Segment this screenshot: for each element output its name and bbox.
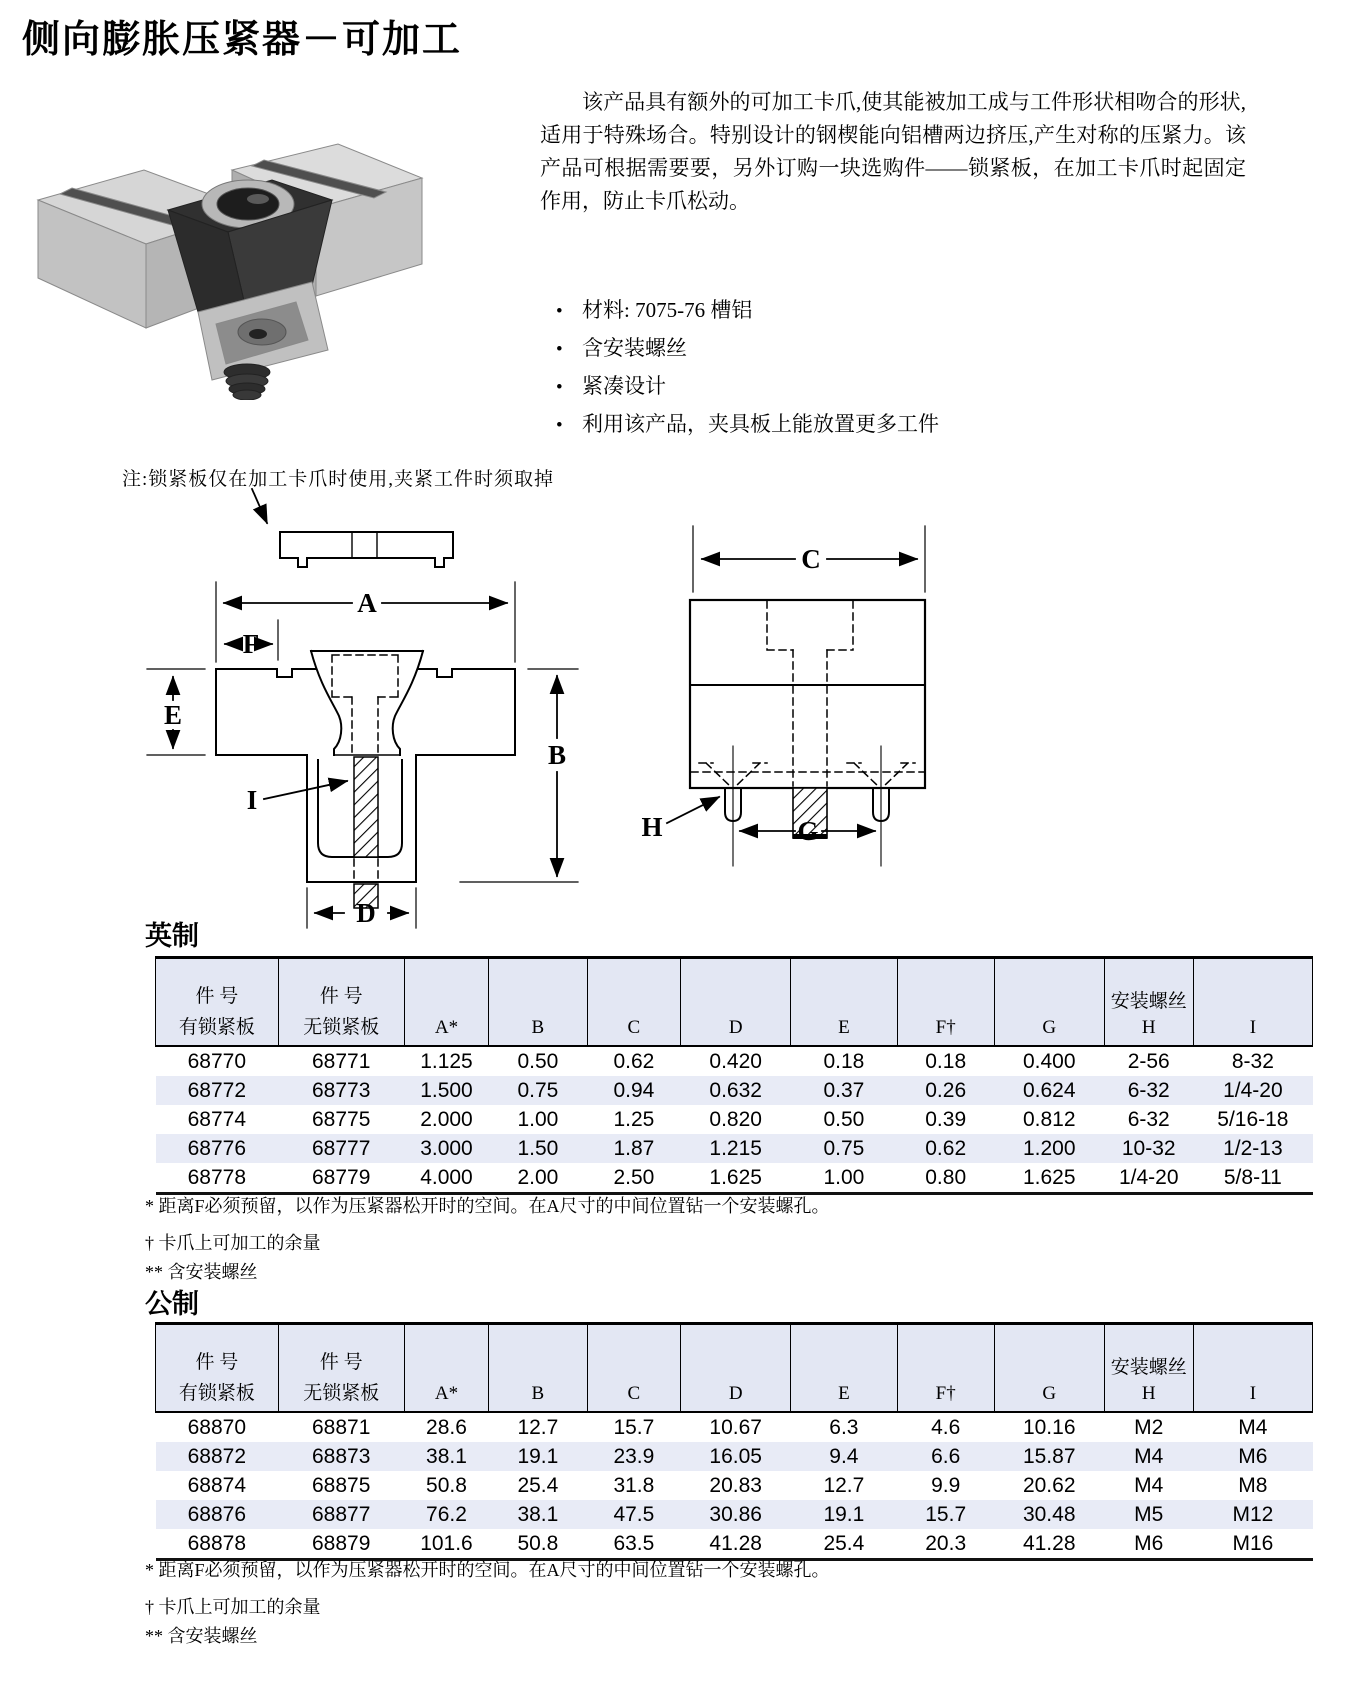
table-cell: 41.28 xyxy=(1022,1531,1076,1555)
feature-item: • 含安装螺丝 xyxy=(556,330,939,368)
column-header: E xyxy=(791,958,897,1047)
table-cell: 68776 xyxy=(187,1136,247,1160)
table-cell: 4.000 xyxy=(420,1165,473,1189)
imperial-footnotes xyxy=(145,1192,830,1284)
dim-label-a: A xyxy=(357,588,377,618)
column-header: A* xyxy=(404,1324,488,1413)
table-cell: 1.625 xyxy=(709,1165,762,1189)
table-row xyxy=(156,1134,1313,1163)
column-header: 件 号 有锁紧板 xyxy=(156,958,279,1047)
column-header: G xyxy=(994,958,1104,1047)
table-cell: 2.000 xyxy=(420,1107,473,1131)
table-cell: 0.50 xyxy=(517,1049,559,1073)
table-cell: 4.6 xyxy=(931,1415,961,1439)
table-cell: 1.00 xyxy=(517,1107,559,1131)
table-cell: M6 xyxy=(1238,1444,1268,1468)
table-cell: 12.7 xyxy=(517,1415,559,1439)
table-cell: 68771 xyxy=(311,1049,371,1073)
table-cell: 1.200 xyxy=(1022,1136,1076,1160)
column-header: F† xyxy=(897,958,994,1047)
table-cell: 20.83 xyxy=(709,1473,762,1497)
column-header: A* xyxy=(404,958,488,1047)
dim-label-c: C xyxy=(801,544,821,574)
table-cell: 10.67 xyxy=(709,1415,762,1439)
table-cell: 15.87 xyxy=(1022,1444,1076,1468)
table-cell: 68778 xyxy=(187,1165,247,1189)
footnote: ** 含安装螺丝 xyxy=(145,1626,258,1646)
table-cell: 10-32 xyxy=(1121,1136,1176,1160)
bullet-icon: • xyxy=(556,415,563,436)
table-cell: 68877 xyxy=(311,1502,371,1526)
table-header-row xyxy=(156,1324,1313,1413)
column-header: D xyxy=(681,1324,791,1413)
table-cell: 6.3 xyxy=(829,1415,859,1439)
table-cell: 15.7 xyxy=(613,1415,655,1439)
table-row xyxy=(156,1500,1313,1529)
feature-item: • 利用该产品，夹具板上能放置更多工件 xyxy=(556,406,939,444)
table-cell: 25.4 xyxy=(517,1473,559,1497)
bullet-icon: • xyxy=(556,377,563,398)
table-cell: 8-32 xyxy=(1231,1049,1274,1073)
table-cell: 68773 xyxy=(311,1078,371,1102)
table-cell: 1/4-20 xyxy=(1118,1165,1179,1189)
column-header: 件 号 无锁紧板 xyxy=(278,958,404,1047)
table-cell: 38.1 xyxy=(426,1444,467,1468)
table-row xyxy=(156,1163,1313,1194)
footnote: † 卡爪上可加工的余量 xyxy=(145,1233,321,1253)
table-cell: 0.50 xyxy=(823,1107,865,1131)
cross-section-drawing xyxy=(147,489,578,928)
table-cell: 0.94 xyxy=(613,1078,655,1102)
page-title: 侧向膨胀压紧器－可加工 xyxy=(22,19,463,61)
table-row xyxy=(156,1442,1313,1471)
table-row xyxy=(156,1076,1313,1105)
table-cell: 19.1 xyxy=(517,1444,559,1468)
table-cell: 19.1 xyxy=(823,1502,865,1526)
table-cell: 6-32 xyxy=(1127,1107,1170,1131)
table-row xyxy=(156,1105,1313,1134)
table-cell: M4 xyxy=(1134,1473,1164,1497)
table-cell: 38.1 xyxy=(517,1502,559,1526)
table-cell: 0.26 xyxy=(925,1078,967,1102)
table-cell: 20.62 xyxy=(1022,1473,1076,1497)
table-cell: 0.62 xyxy=(613,1049,655,1073)
table-row xyxy=(156,1412,1313,1442)
table-cell: M16 xyxy=(1232,1531,1274,1555)
table-cell: 6-32 xyxy=(1127,1078,1170,1102)
footnote: ** 含安装螺丝 xyxy=(145,1262,258,1282)
table-cell: 1.500 xyxy=(420,1078,473,1102)
table-cell: 68772 xyxy=(187,1078,247,1102)
table-cell: 20.3 xyxy=(925,1531,967,1555)
table-cell: 68872 xyxy=(187,1444,247,1468)
metric-section-label: 公制 xyxy=(145,1289,199,1319)
table-row xyxy=(156,1529,1313,1560)
lock-plate-outline xyxy=(280,532,453,567)
column-header: G xyxy=(994,1324,1104,1413)
dim-label-d: D xyxy=(356,898,376,928)
table-cell: 76.2 xyxy=(426,1502,467,1526)
column-header: 安装螺丝 H xyxy=(1104,1324,1193,1413)
table-cell: 2.00 xyxy=(517,1165,559,1189)
table-cell: 0.400 xyxy=(1022,1049,1076,1073)
table-cell: 47.5 xyxy=(613,1502,655,1526)
column-header: E xyxy=(791,1324,897,1413)
table-cell: 68873 xyxy=(311,1444,371,1468)
table-cell: 0.18 xyxy=(823,1049,865,1073)
table-cell: M4 xyxy=(1134,1444,1164,1468)
imperial-table xyxy=(155,956,1313,1195)
table-cell: 30.48 xyxy=(1022,1502,1076,1526)
table-cell: 68870 xyxy=(187,1415,247,1439)
table-row xyxy=(156,1471,1313,1500)
table-cell: M12 xyxy=(1232,1502,1274,1526)
table-cell: 1/2-13 xyxy=(1223,1136,1283,1160)
table-cell: 1.25 xyxy=(613,1107,655,1131)
table-cell: 101.6 xyxy=(420,1531,473,1555)
column-header: I xyxy=(1193,1324,1312,1413)
column-header: I xyxy=(1193,958,1312,1047)
table-cell: 6.6 xyxy=(931,1444,961,1468)
table-cell: 68775 xyxy=(311,1107,371,1131)
table-cell: 41.28 xyxy=(709,1531,762,1555)
lock-plate-note: 注:锁紧板仅在加工卡爪时使用,夹紧工件时须取掉 xyxy=(122,469,555,490)
table-cell: 0.420 xyxy=(709,1049,762,1073)
dim-label-b: B xyxy=(547,740,567,770)
table-cell: 50.8 xyxy=(426,1473,467,1497)
table-cell: M5 xyxy=(1134,1502,1164,1526)
column-header: C xyxy=(587,958,681,1047)
table-cell: 68871 xyxy=(311,1415,371,1439)
column-header: 件 号 有锁紧板 xyxy=(156,1324,279,1413)
table-cell: 15.7 xyxy=(925,1502,967,1526)
bullet-icon: • xyxy=(556,301,563,322)
table-cell: 0.39 xyxy=(925,1107,967,1131)
table-cell: M8 xyxy=(1238,1473,1268,1497)
table-cell: 1.625 xyxy=(1022,1165,1076,1189)
column-header: F† xyxy=(897,1324,994,1413)
technical-drawings xyxy=(0,440,1346,950)
dim-label-f: F xyxy=(242,629,260,659)
column-header: B xyxy=(489,958,587,1047)
table-cell: M2 xyxy=(1134,1415,1164,1439)
dim-label-e: E xyxy=(163,700,183,730)
metric-table xyxy=(155,1322,1313,1561)
table-header-row xyxy=(156,958,1313,1047)
table-cell: M4 xyxy=(1238,1415,1268,1439)
bullet-icon: • xyxy=(556,339,563,360)
table-cell: 50.8 xyxy=(517,1531,559,1555)
metric-footnotes xyxy=(145,1556,830,1648)
table-cell: 1.00 xyxy=(823,1165,865,1189)
table-cell: 0.75 xyxy=(517,1078,559,1102)
dim-label-g: G xyxy=(797,816,819,846)
column-header: C xyxy=(587,1324,681,1413)
column-header: 安装螺丝 H xyxy=(1104,958,1193,1047)
feature-list xyxy=(556,292,939,444)
table-cell: 23.9 xyxy=(613,1444,655,1468)
product-description: 该产品具有额外的可加工卡爪,使其能被加工成与工件形状相吻合的形状,适用于特殊场合。特别设计的钢楔能向铝槽两边挤压,产生对称的压紧力。该产品可根据需要要，另外订购一块选购件——锁紧板，在加工卡爪时起固定作用，防止卡爪松动。 xyxy=(540,90,1246,213)
table-cell: 2-56 xyxy=(1127,1049,1170,1073)
dim-label-h: H xyxy=(641,812,663,842)
table-cell: 0.37 xyxy=(823,1078,865,1102)
column-header: 件 号 无锁紧板 xyxy=(278,1324,404,1413)
table-cell: 0.812 xyxy=(1022,1107,1076,1131)
table-cell: M6 xyxy=(1134,1531,1164,1555)
table-cell: 30.86 xyxy=(709,1502,762,1526)
feature-item: • 紧凑设计 xyxy=(556,368,939,406)
table-cell: 0.820 xyxy=(709,1107,762,1131)
table-cell: 68777 xyxy=(311,1136,371,1160)
table-cell: 68876 xyxy=(187,1502,247,1526)
table-cell: 2.50 xyxy=(613,1165,655,1189)
table-cell: 1.87 xyxy=(613,1136,655,1160)
table-cell: 0.624 xyxy=(1022,1078,1076,1102)
table-cell: 0.80 xyxy=(925,1165,967,1189)
front-view-drawing xyxy=(667,526,925,866)
footnote: * 距离F必须预留，以作为压紧器松开时的空间。在A尺寸的中间位置钻一个安装螺孔。 xyxy=(145,1196,830,1216)
table-row xyxy=(156,1046,1313,1076)
table-cell: 3.000 xyxy=(420,1136,473,1160)
table-cell: 63.5 xyxy=(613,1531,655,1555)
table-cell: 28.6 xyxy=(426,1415,467,1439)
table-cell: 12.7 xyxy=(823,1473,865,1497)
table-cell: 25.4 xyxy=(823,1531,865,1555)
dim-label-i: I xyxy=(246,785,258,815)
table-cell: 9.9 xyxy=(931,1473,961,1497)
table-cell: 68874 xyxy=(187,1473,247,1497)
column-header: B xyxy=(489,1324,587,1413)
column-header: D xyxy=(681,958,791,1047)
product-photo xyxy=(20,82,440,400)
table-cell: 0.632 xyxy=(709,1078,762,1102)
table-cell: 68779 xyxy=(311,1165,371,1189)
table-cell: 9.4 xyxy=(829,1444,859,1468)
table-cell: 68879 xyxy=(311,1531,371,1555)
table-cell: 0.62 xyxy=(925,1136,967,1160)
table-cell: 16.05 xyxy=(709,1444,762,1468)
imperial-section-label: 英制 xyxy=(145,921,199,951)
table-cell: 10.16 xyxy=(1022,1415,1076,1439)
table-cell: 68774 xyxy=(187,1107,247,1131)
table-cell: 1.50 xyxy=(517,1136,559,1160)
table-cell: 31.8 xyxy=(613,1473,655,1497)
table-cell: 0.18 xyxy=(925,1049,967,1073)
table-cell: 68878 xyxy=(187,1531,247,1555)
table-cell: 5/8-11 xyxy=(1223,1165,1282,1189)
table-cell: 68875 xyxy=(311,1473,371,1497)
table-cell: 1/4-20 xyxy=(1223,1078,1283,1102)
table-cell: 5/16-18 xyxy=(1217,1107,1289,1131)
table-cell: 0.75 xyxy=(823,1136,865,1160)
feature-item: • 材料: 7075-76 槽铝 xyxy=(556,292,939,330)
table-cell: 1.215 xyxy=(709,1136,762,1160)
table-cell: 1.125 xyxy=(420,1049,473,1073)
footnote: † 卡爪上可加工的余量 xyxy=(145,1597,321,1617)
table-cell: 68770 xyxy=(187,1049,247,1073)
footnote: * 距离F必须预留，以作为压紧器松开时的空间。在A尺寸的中间位置钻一个安装螺孔。 xyxy=(145,1560,830,1580)
